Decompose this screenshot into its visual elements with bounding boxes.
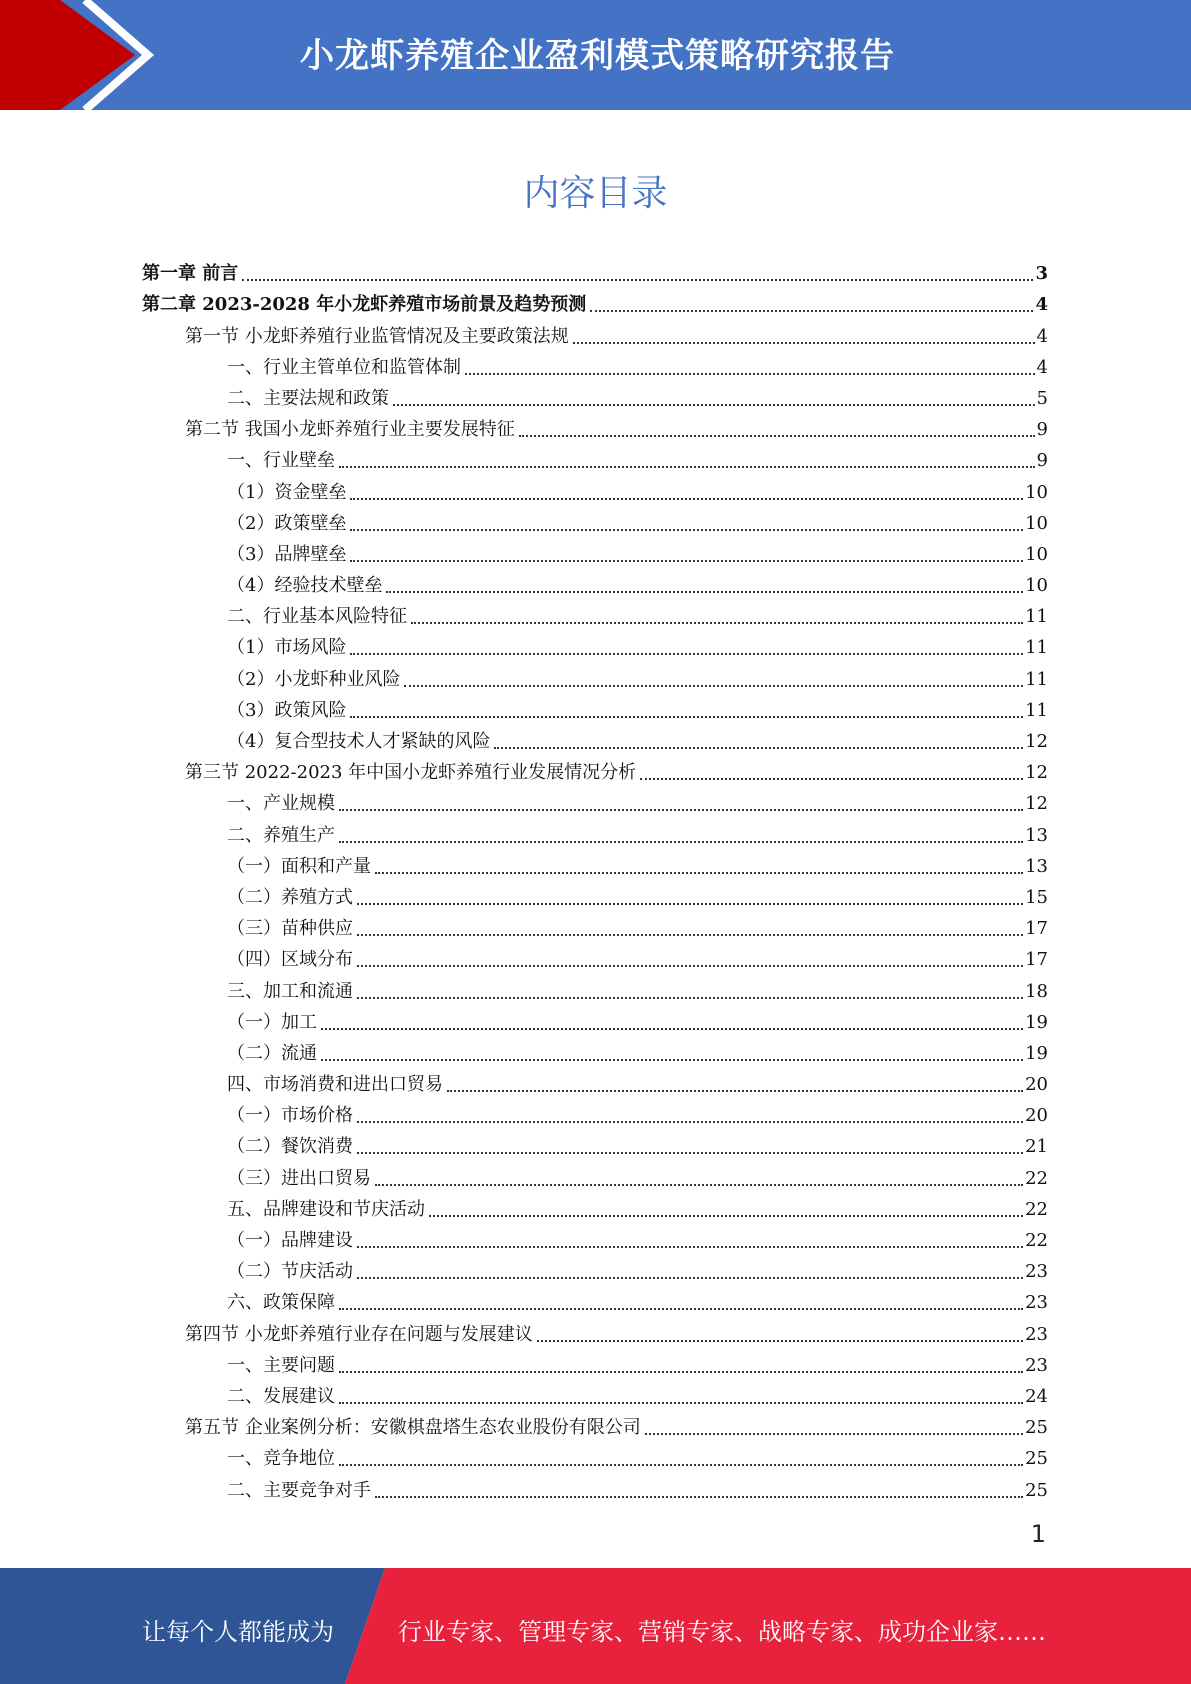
toc-entry-page: 17	[1025, 918, 1048, 940]
toc-entry[interactable]	[142, 1158, 1048, 1189]
toc-entry[interactable]	[142, 1314, 1048, 1345]
toc-entry-label: （一）加工	[227, 1011, 317, 1033]
toc-entry-page: 5	[1036, 387, 1048, 409]
toc-entry-label: 第四节 小龙虾养殖行业存在问题与发展建议	[185, 1323, 533, 1345]
toc-entry[interactable]	[142, 1377, 1048, 1408]
toc-entry-page: 22	[1025, 1198, 1048, 1220]
toc-entry-label: 四、市场消费和进出口贸易	[227, 1074, 443, 1096]
footer-banner	[0, 1568, 1191, 1684]
toc-leader-dots	[339, 1401, 1023, 1404]
toc-leader-dots	[350, 652, 1023, 655]
table-of-contents	[142, 254, 1048, 1502]
toc-entry[interactable]	[142, 878, 1048, 909]
toc-entry-page: 12	[1025, 731, 1048, 752]
toc-leader-dots	[519, 434, 1035, 437]
toc-leader-dots	[404, 684, 1023, 687]
toc-entry-page: 10	[1025, 575, 1048, 597]
toc-leader-dots	[339, 1307, 1023, 1310]
toc-entry-page: 25	[1025, 1479, 1048, 1501]
toc-entry-label: （三）进出口贸易	[227, 1167, 371, 1189]
toc-entry-page: 22	[1025, 1167, 1048, 1189]
toc-entry-page: 10	[1025, 512, 1048, 534]
toc-entry-label: （一）市场价格	[227, 1105, 353, 1127]
page-number: 1	[1030, 1520, 1046, 1548]
toc-entry-page: 21	[1025, 1136, 1048, 1158]
toc-leader-dots	[375, 871, 1023, 874]
toc-entry[interactable]	[142, 504, 1048, 535]
toc-leader-dots	[573, 341, 1035, 344]
toc-entry[interactable]	[142, 1003, 1048, 1034]
toc-leader-dots	[339, 465, 1035, 468]
toc-entry-page: 3	[1035, 263, 1048, 285]
toc-entry-label: （二）流通	[227, 1042, 317, 1064]
toc-entry-label: 六、政策保障	[227, 1292, 335, 1314]
toc-entry[interactable]	[142, 940, 1048, 971]
toc-leader-dots	[429, 1214, 1023, 1217]
toc-leader-dots	[375, 1495, 1023, 1498]
toc-leader-dots	[645, 1432, 1023, 1435]
toc-leader-dots	[242, 278, 1033, 281]
toc-entry-label: （1）资金壁垒	[227, 481, 347, 503]
toc-entry-page: 23	[1025, 1292, 1048, 1314]
toc-leader-dots	[339, 840, 1023, 843]
toc-entry-page: 9	[1036, 450, 1048, 472]
toc-leader-dots	[537, 1339, 1023, 1342]
toc-entry[interactable]	[142, 1065, 1048, 1096]
toc-entry[interactable]	[142, 1221, 1048, 1252]
toc-entry[interactable]	[142, 348, 1048, 379]
toc-entry-page: 10	[1025, 543, 1048, 565]
toc-entry[interactable]	[142, 1346, 1048, 1377]
toc-entry-label: 第三节 2022-2023 年中国小龙虾养殖行业发展情况分析	[185, 762, 637, 784]
toc-entry-label: 一、行业主管单位和监管体制	[227, 356, 461, 378]
toc-entry-page: 18	[1025, 980, 1048, 1002]
toc-entry-page: 10	[1025, 481, 1048, 503]
toc-leader-dots	[321, 1058, 1023, 1061]
toc-leader-dots	[386, 590, 1023, 593]
toc-leader-dots	[393, 403, 1035, 406]
toc-entry[interactable]	[142, 1190, 1048, 1221]
toc-entry-page: 23	[1025, 1323, 1048, 1345]
toc-entry-label: 二、养殖生产	[227, 824, 335, 846]
toc-entry-page: 20	[1025, 1105, 1048, 1127]
toc-leader-dots	[339, 1370, 1023, 1373]
toc-leader-dots	[357, 964, 1023, 967]
toc-entry-page: 19	[1025, 1042, 1048, 1064]
toc-leader-dots	[350, 715, 1023, 718]
toc-entry[interactable]	[142, 316, 1048, 347]
toc-entry-page: 17	[1025, 949, 1048, 971]
toc-entry[interactable]	[142, 784, 1048, 815]
toc-entry[interactable]	[142, 1283, 1048, 1314]
toc-entry[interactable]	[142, 691, 1048, 722]
toc-leader-dots	[590, 309, 1033, 312]
toc-entry-label: （二）餐饮消费	[227, 1136, 353, 1158]
toc-entry-label: （3）政策风险	[227, 699, 347, 721]
toc-leader-dots	[494, 746, 1023, 749]
toc-entry-label: （2）政策壁垒	[227, 512, 347, 534]
toc-leader-dots	[350, 559, 1023, 562]
toc-entry-page: 4	[1036, 325, 1048, 347]
toc-leader-dots	[640, 777, 1023, 780]
toc-entry-label: 第二节 我国小龙虾养殖行业主要发展特征	[185, 419, 515, 441]
toc-leader-dots	[350, 497, 1023, 500]
toc-entry-label: （三）苗种供应	[227, 918, 353, 940]
toc-entry[interactable]	[142, 971, 1048, 1002]
toc-entry-page: 25	[1025, 1417, 1048, 1439]
toc-entry-page: 23	[1025, 1354, 1048, 1376]
footer-slogan-right: 行业专家、管理专家、营销专家、战略专家、成功企业家……	[398, 1618, 1046, 1646]
toc-leader-dots	[357, 1245, 1023, 1248]
toc-entry-page: 9	[1036, 419, 1048, 441]
toc-entry[interactable]	[142, 410, 1048, 441]
toc-entry-label: （1）市场风险	[227, 637, 347, 659]
toc-entry[interactable]	[142, 628, 1048, 659]
toc-leader-dots	[350, 528, 1023, 531]
toc-leader-dots	[357, 1276, 1023, 1279]
toc-entry-page: 11	[1025, 699, 1048, 721]
report-title: 小龙虾养殖企业盈利模式策略研究报告	[300, 36, 895, 76]
toc-entry-label: 第二章 2023-2028 年小龙虾养殖市场前景及趋势预测	[142, 294, 587, 316]
toc-entry[interactable]	[142, 1252, 1048, 1283]
toc-entry-page: 24	[1025, 1385, 1048, 1407]
toc-entry-label: （二）养殖方式	[227, 886, 353, 908]
toc-entry[interactable]	[142, 1096, 1048, 1127]
toc-entry[interactable]	[142, 847, 1048, 878]
toc-entry-label: （一）面积和产量	[227, 855, 371, 877]
toc-leader-dots	[465, 372, 1035, 375]
toc-entry-label: 一、行业壁垒	[227, 450, 335, 472]
toc-entry-page: 12	[1025, 793, 1048, 815]
toc-entry[interactable]	[142, 1034, 1048, 1065]
toc-entry[interactable]	[142, 909, 1048, 940]
toc-entry-label: 二、主要法规和政策	[227, 387, 389, 409]
toc-entry[interactable]	[142, 441, 1048, 472]
toc-entry-label: 第一章 前言	[142, 263, 239, 285]
toc-entry-label: （二）节庆活动	[227, 1261, 353, 1283]
toc-entry[interactable]	[142, 1439, 1048, 1470]
toc-entry-page: 19	[1025, 1011, 1048, 1033]
toc-entry-label: 一、主要问题	[227, 1354, 335, 1376]
toc-entry[interactable]	[142, 753, 1048, 784]
toc-leader-dots	[357, 996, 1023, 999]
toc-entry-page: 22	[1025, 1230, 1048, 1251]
toc-entry-label: 一、产业规模	[227, 793, 335, 815]
toc-entry-page: 13	[1025, 824, 1048, 846]
toc-entry[interactable]	[142, 1408, 1048, 1439]
header-banner	[0, 0, 1191, 110]
toc-entry-label: （4）经验技术壁垒	[227, 575, 383, 597]
toc-entry-label: （3）品牌壁垒	[227, 543, 347, 565]
toc-leader-dots	[411, 621, 1023, 624]
toc-entry[interactable]	[142, 254, 1048, 285]
toc-entry[interactable]	[142, 472, 1048, 503]
toc-entry-page: 23	[1025, 1261, 1048, 1283]
toc-entry[interactable]	[142, 1127, 1048, 1158]
toc-leader-dots	[375, 1183, 1023, 1186]
toc-entry-label: 五、品牌建设和节庆活动	[227, 1198, 425, 1220]
toc-leader-dots	[357, 902, 1023, 905]
footer-slogan-left: 让每个人都能成为	[142, 1618, 334, 1646]
toc-leader-dots	[339, 808, 1023, 811]
toc-entry[interactable]	[142, 597, 1048, 628]
toc-entry[interactable]	[142, 659, 1048, 690]
toc-entry-page: 4	[1035, 294, 1048, 316]
toc-leader-dots	[321, 1027, 1023, 1030]
toc-entry-label: 第五节 企业案例分析：安徽棋盘塔生态农业股份有限公司	[185, 1417, 641, 1439]
toc-entry-page: 13	[1025, 855, 1048, 877]
toc-entry-page: 4	[1036, 356, 1048, 378]
toc-entry[interactable]	[142, 285, 1048, 316]
toc-entry-label: 三、加工和流通	[227, 980, 353, 1002]
toc-entry-label: 二、主要竞争对手	[227, 1479, 371, 1501]
toc-leader-dots	[357, 933, 1023, 936]
toc-entry-label: 一、竞争地位	[227, 1448, 335, 1470]
toc-entry-label: 二、行业基本风险特征	[227, 606, 407, 628]
toc-entry[interactable]	[142, 1470, 1048, 1501]
toc-entry[interactable]	[142, 815, 1048, 846]
toc-entry-label: （2）小龙虾种业风险	[227, 668, 401, 690]
toc-entry-label: 二、发展建议	[227, 1385, 335, 1407]
toc-entry[interactable]	[142, 722, 1048, 753]
toc-entry[interactable]	[142, 379, 1048, 410]
toc-entry-page: 15	[1025, 886, 1048, 908]
toc-entry-page: 12	[1025, 762, 1048, 784]
toc-heading: 内容目录	[523, 173, 668, 214]
toc-entry[interactable]	[142, 535, 1048, 566]
toc-entry-label: （4）复合型技术人才紧缺的风险	[227, 731, 491, 752]
toc-entry-label: （一）品牌建设	[227, 1230, 353, 1251]
toc-entry-label: 第一节 小龙虾养殖行业监管情况及主要政策法规	[185, 325, 569, 347]
toc-entry-page: 11	[1025, 637, 1048, 659]
toc-leader-dots	[357, 1120, 1023, 1123]
toc-entry[interactable]	[142, 566, 1048, 597]
toc-entry-page: 25	[1025, 1448, 1048, 1470]
toc-leader-dots	[447, 1089, 1023, 1092]
toc-leader-dots	[339, 1463, 1023, 1466]
toc-entry-page: 11	[1025, 668, 1048, 690]
toc-leader-dots	[357, 1151, 1023, 1154]
toc-entry-page: 11	[1025, 606, 1048, 628]
toc-entry-label: （四）区域分布	[227, 949, 353, 971]
toc-entry-page: 20	[1025, 1074, 1048, 1096]
